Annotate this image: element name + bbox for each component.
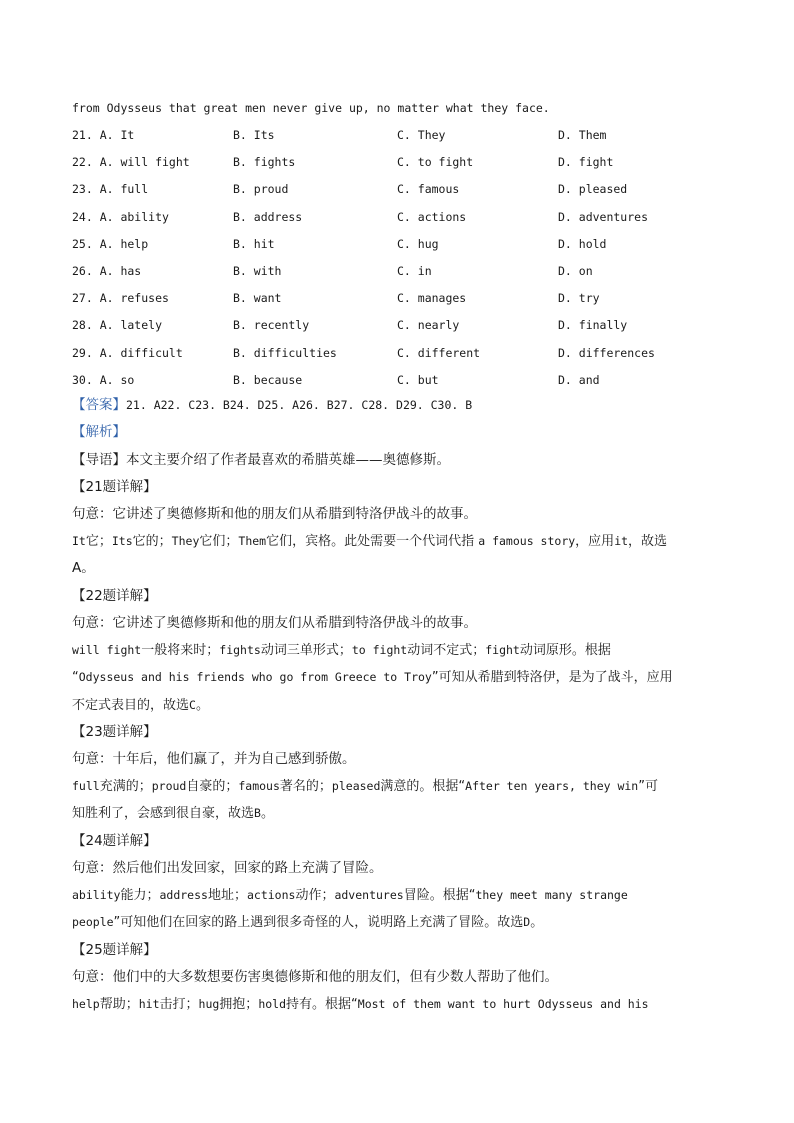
option-b: B. fights <box>233 155 296 170</box>
chinese-text: 不定式表目的，故选 <box>72 698 190 713</box>
chinese-text: “ <box>72 670 79 685</box>
guide-text: 【导语】本文主要介绍了作者最喜欢的希腊英雄——奥德修斯。 <box>72 452 450 468</box>
analysis-label: 【解析】 <box>72 424 126 440</box>
english-term: C <box>189 698 196 712</box>
option-b: B. hit <box>233 236 275 251</box>
english-term: After ten years, they win <box>465 779 639 793</box>
option-b: B. difficulties <box>233 345 337 360</box>
question-row <box>72 316 752 334</box>
english-term: Odysseus and his friends who go from Greece to Troy <box>78 670 432 684</box>
english-term: D <box>523 915 531 929</box>
option-a: 22. A. will fight <box>72 155 190 170</box>
english-term: proud <box>151 779 187 793</box>
q25-title: 【25题详解】 <box>72 942 157 958</box>
q25-meaning: 句意：他们中的大多数想要伤害奥德修斯和他的朋友们，但有少数人帮助了他们。 <box>72 969 558 985</box>
chinese-text: 一般将来时； <box>141 643 220 658</box>
english-term: fight <box>485 643 520 657</box>
option-d: D. pleased <box>558 182 628 197</box>
option-c: C. different <box>397 345 481 360</box>
chinese-text: 它们，宾格。此处需要一个代词代指 <box>266 534 479 549</box>
option-a: 25. A. help <box>72 236 149 251</box>
chinese-text: ”可知从希腊到特洛伊，是为了战斗，应用 <box>431 670 673 685</box>
english-term: Its <box>111 534 133 548</box>
question-row <box>72 235 752 253</box>
chinese-text: 满意的。根据“ <box>380 779 466 794</box>
chinese-text: 它的； <box>132 534 172 549</box>
q22-explanation-line1 <box>72 641 611 660</box>
chinese-text: ，故选 <box>628 534 668 549</box>
chinese-text: 知胜利了，会感到很自豪，故选 <box>72 806 255 821</box>
q24-title: 【24题详解】 <box>72 833 157 849</box>
q21-title: 【21题详解】 <box>72 479 157 495</box>
question-row <box>72 153 752 171</box>
chinese-text: 拥抱； <box>219 997 259 1012</box>
answer-label: 【答案】 <box>72 397 126 413</box>
chinese-text: 能力； <box>120 888 160 903</box>
english-term: address <box>159 888 208 902</box>
english-term: will fight <box>72 643 142 657</box>
option-c: C. but <box>397 372 439 387</box>
english-term: hug <box>198 997 220 1011</box>
option-d: D. and <box>558 372 600 387</box>
option-b: B. address <box>233 209 303 224</box>
english-term: B <box>254 806 261 820</box>
chinese-text: 它； <box>85 534 112 549</box>
option-d: D. try <box>558 291 600 306</box>
chinese-text: 自豪的； <box>186 779 239 794</box>
q21-explanation-line1 <box>72 532 667 551</box>
english-term: a famous story <box>478 534 576 548</box>
english-term: hold <box>258 997 287 1011</box>
question-row <box>72 180 752 198</box>
english-term: actions <box>246 888 296 902</box>
chinese-text: 动词不定式； <box>407 643 486 658</box>
q24-meaning: 句意：然后他们出发回家，回家的路上充满了冒险。 <box>72 860 383 876</box>
question-row <box>72 289 752 307</box>
option-b: B. because <box>233 372 303 387</box>
q22-meaning: 句意：它讲述了奥德修斯和他的朋友们从希腊到特洛伊战斗的故事。 <box>72 615 477 631</box>
chinese-text: 。 <box>195 698 209 713</box>
chinese-text: 。 <box>260 806 274 821</box>
option-b: B. recently <box>233 318 310 333</box>
option-c: C. manages <box>397 291 467 306</box>
english-term: they meet many strange <box>475 888 628 902</box>
passage-last-line: from Odysseus that great men never give up, no matter what they face. <box>72 101 550 115</box>
option-c: C. actions <box>397 209 467 224</box>
q23-title: 【23题详解】 <box>72 724 157 740</box>
option-a: 27. A. refuses <box>72 291 169 306</box>
option-c: C. nearly <box>397 318 460 333</box>
option-c: C. famous <box>397 182 460 197</box>
option-a: 24. A. ability <box>72 209 169 224</box>
english-term: help <box>72 997 100 1011</box>
q22-title: 【22题详解】 <box>72 588 157 604</box>
option-b: B. proud <box>233 182 289 197</box>
english-term: pleased <box>331 779 381 793</box>
english-term: adventures <box>334 888 404 902</box>
chinese-text: 充满的； <box>99 779 152 794</box>
option-d: D. hold <box>558 236 607 251</box>
chinese-text: 动作； <box>295 888 335 903</box>
option-a: 21. A. It <box>72 128 135 142</box>
question-row <box>72 262 752 280</box>
english-term: ability <box>72 888 121 902</box>
chinese-text: 动词原形。根据 <box>519 643 611 658</box>
english-term: Most of them want to hurt Odysseus and his <box>357 997 649 1011</box>
chinese-text: ”可 <box>638 779 658 794</box>
option-c: C. They <box>397 128 446 142</box>
option-d: D. finally <box>558 318 628 333</box>
chinese-text: 地址； <box>207 888 247 903</box>
option-d: D. Them <box>558 128 607 142</box>
option-a: 30. A. so <box>72 372 135 387</box>
chinese-text: 著名的； <box>279 779 332 794</box>
english-term: it <box>614 534 629 548</box>
q25-explanation-line1 <box>72 995 649 1014</box>
q21-meaning: 句意：它讲述了奥德修斯和他的朋友们从希腊到特洛伊战斗的故事。 <box>72 506 477 522</box>
chinese-text: 帮助； <box>99 997 139 1012</box>
english-term: full <box>72 779 100 793</box>
chinese-text: 持有。根据“ <box>286 997 358 1012</box>
answer-line <box>72 396 472 414</box>
option-d: D. fight <box>558 155 614 170</box>
chinese-text: 。 <box>530 915 544 930</box>
chinese-text: ，应用 <box>575 534 615 549</box>
english-term: people <box>72 915 114 929</box>
chinese-text: 动词三单形式； <box>260 643 352 658</box>
chinese-text: 它们； <box>199 534 239 549</box>
option-c: C. to fight <box>397 155 474 170</box>
chinese-text: 冒险。根据“ <box>403 888 476 903</box>
q24-explanation-line2 <box>72 913 543 932</box>
q23-explanation-line2 <box>72 804 274 823</box>
english-term: They <box>171 534 200 548</box>
option-c: C. hug <box>397 236 439 251</box>
option-a: 23. A. full <box>72 182 149 197</box>
english-term: fights <box>219 643 261 657</box>
answer-text: 21. A22. C23. B24. D25. A26. B27. C28. D29. C30. B <box>126 398 473 412</box>
option-b: B. want <box>233 291 282 306</box>
english-term: Them <box>238 534 267 548</box>
q23-explanation-line1 <box>72 777 658 796</box>
option-d: D. on <box>558 264 593 278</box>
option-d: D. adventures <box>558 209 649 224</box>
english-term: famous <box>238 779 280 793</box>
chinese-text: ”可知他们在回家的路上遇到很多奇怪的人，说明路上充满了冒险。故选 <box>113 915 524 930</box>
question-row <box>72 126 752 144</box>
q21-explanation-line2: A。 <box>72 560 95 576</box>
question-row <box>72 371 752 389</box>
question-row <box>72 344 752 362</box>
english-term: hit <box>138 997 160 1011</box>
option-d: D. differences <box>558 345 655 360</box>
option-c: C. in <box>397 264 432 278</box>
option-b: B. Its <box>233 128 275 142</box>
q24-explanation-line1 <box>72 886 628 905</box>
english-term: to fight <box>351 643 408 657</box>
english-term: It <box>72 534 86 548</box>
question-row <box>72 208 752 226</box>
q22-explanation-line3 <box>72 696 209 715</box>
q23-meaning: 句意：十年后，他们赢了，并为自己感到骄傲。 <box>72 751 356 767</box>
option-a: 29. A. difficult <box>72 345 183 360</box>
option-a: 28. A. lately <box>72 318 163 333</box>
option-a: 26. A. has <box>72 264 142 278</box>
option-b: B. with <box>233 264 282 278</box>
chinese-text: 击打； <box>159 997 199 1012</box>
q22-explanation-line2 <box>72 668 673 687</box>
